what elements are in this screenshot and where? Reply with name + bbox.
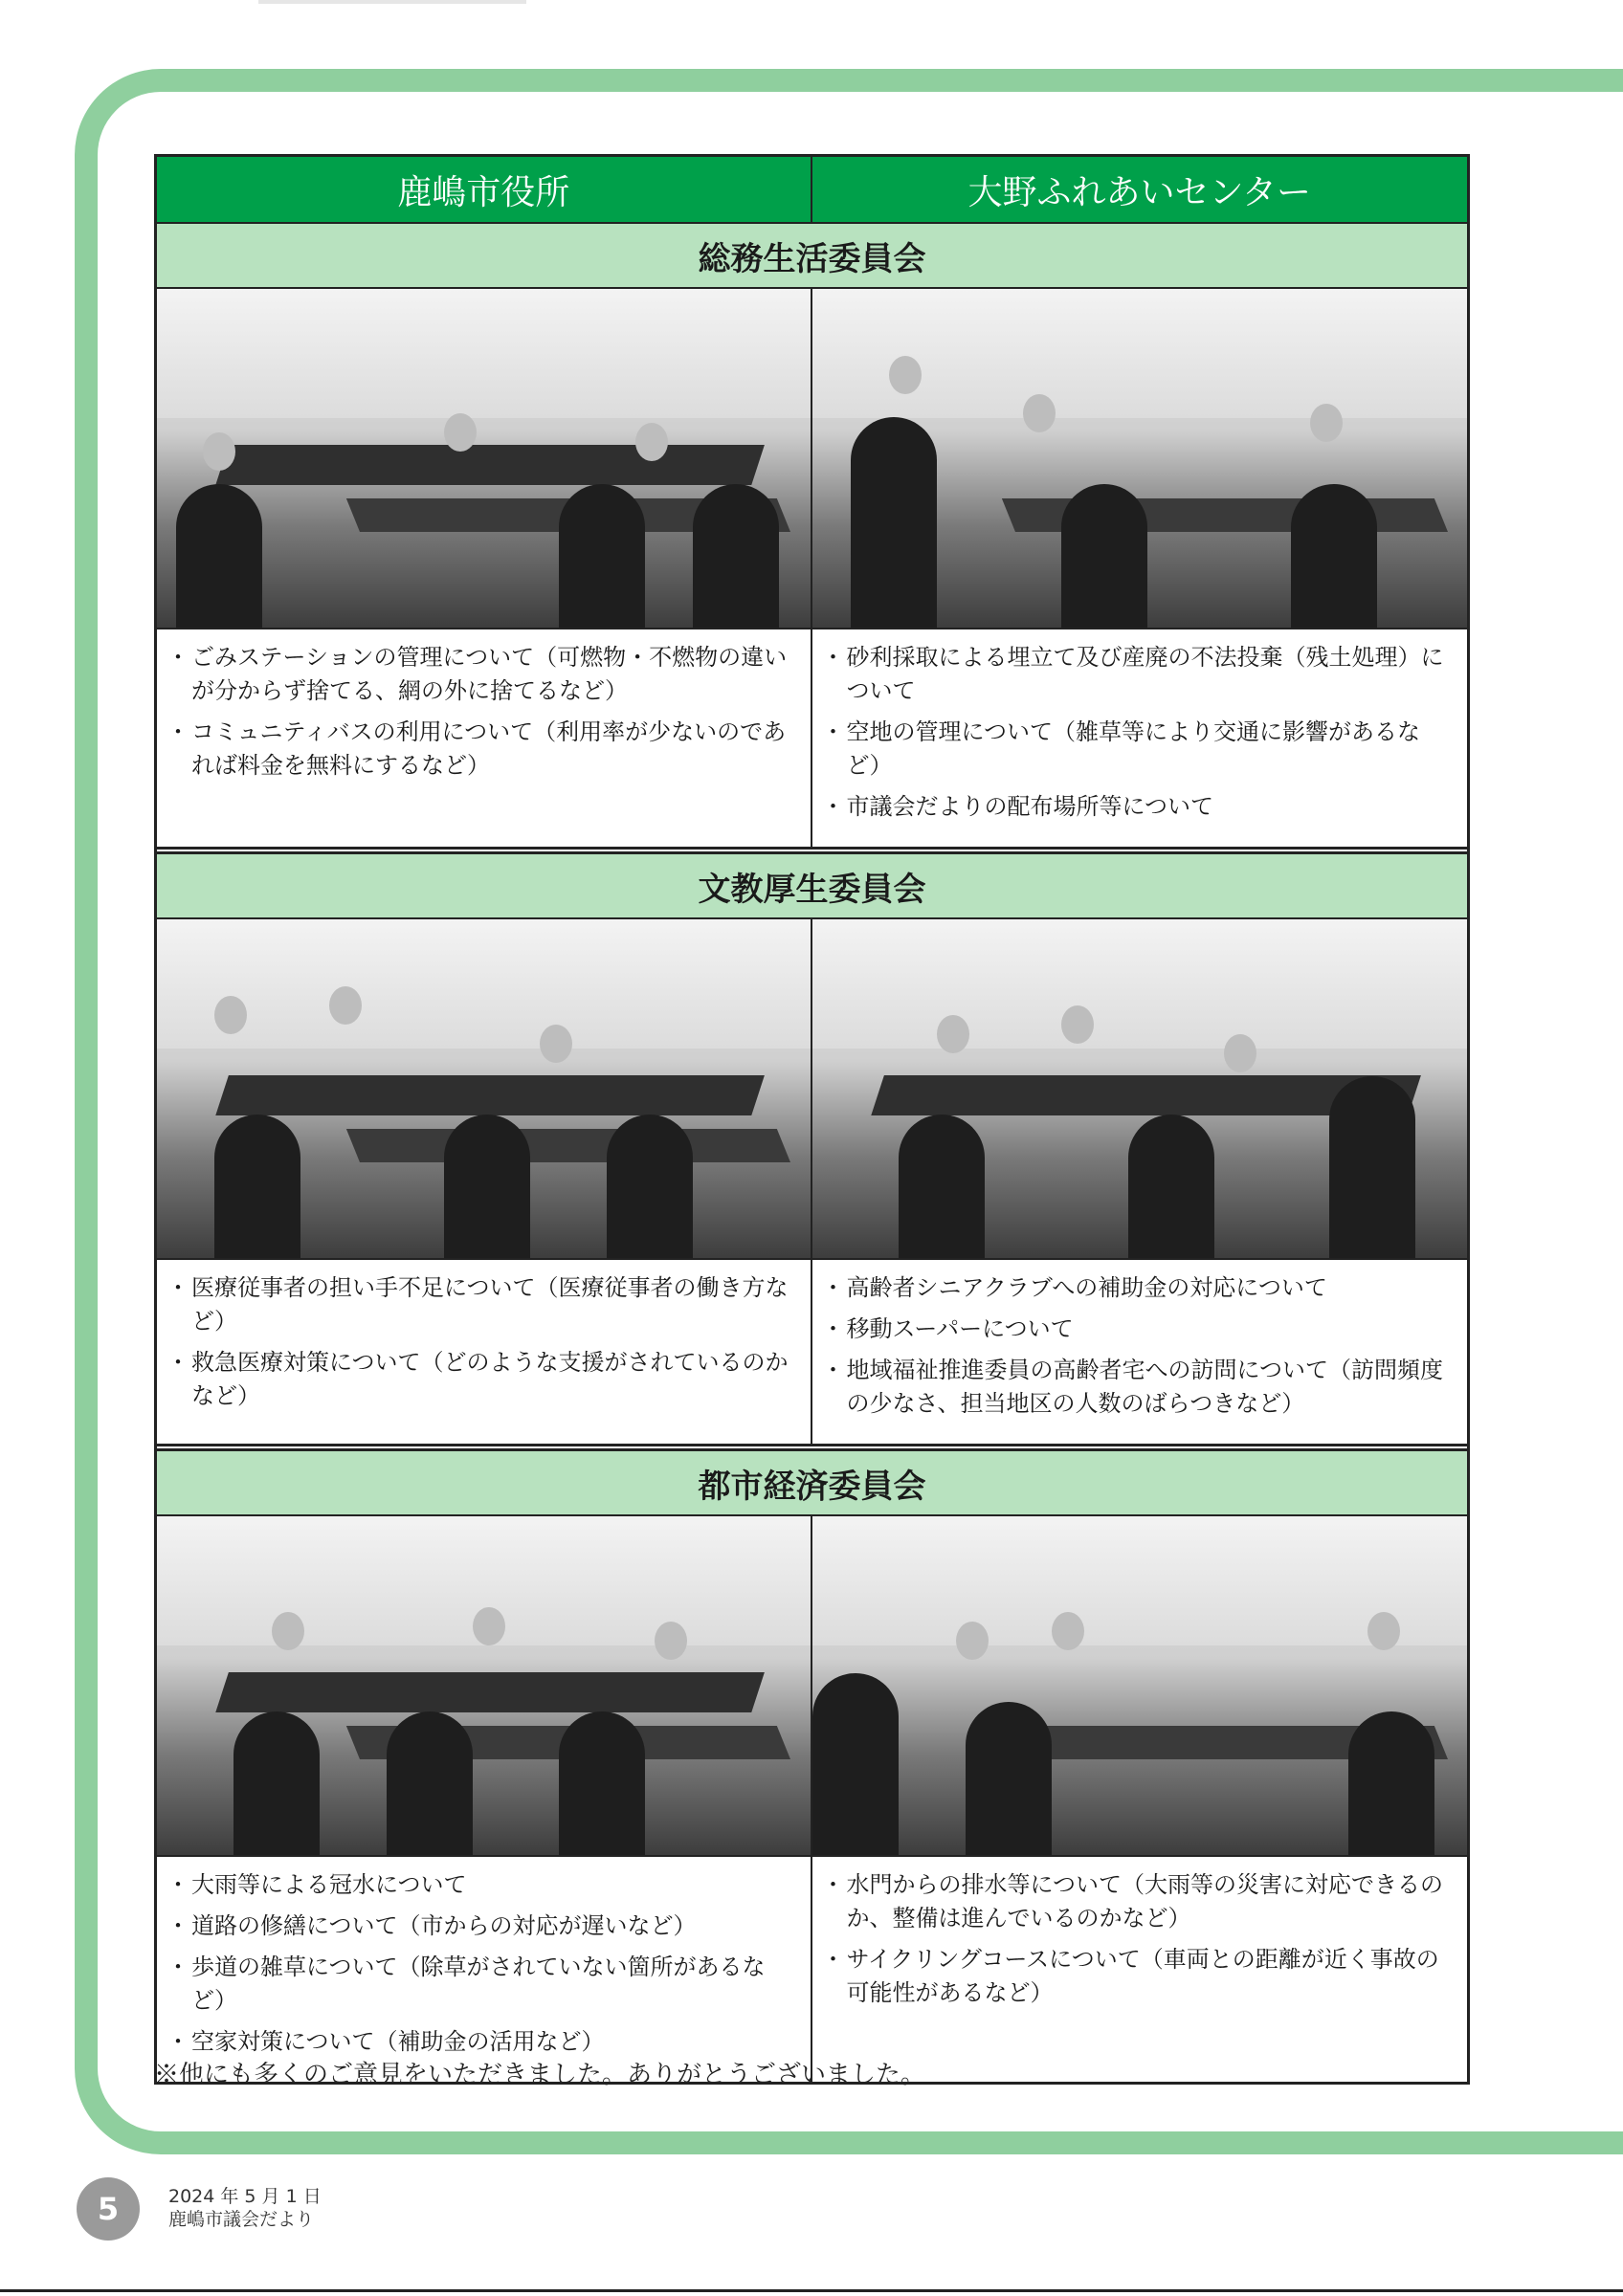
notes-toshi-keizai-ono bbox=[812, 1857, 1468, 2082]
list-item: ・ 歩道の雑草について（除草がされていない箇所があるなど） bbox=[170, 1951, 797, 2018]
meeting-photo bbox=[157, 1516, 812, 1857]
notes-somu-city-hall bbox=[157, 629, 812, 847]
issue-info bbox=[168, 2185, 322, 2231]
section-divider bbox=[157, 847, 1467, 854]
meeting-photo bbox=[157, 919, 812, 1260]
list-item: ・ 地域福祉推進委員の高齢者宅への訪問について（訪問頻度の少なさ、担当地区の人数のばらつきなど） bbox=[826, 1354, 1455, 1421]
list-item: ・ 空地の管理について（雑草等により交通に影響があるなど） bbox=[826, 716, 1455, 783]
list-item: ・ 水門からの排水等について（大雨等の災害に対応できるのか、整備は進んでいるのかなど） bbox=[826, 1868, 1455, 1935]
issue-date: 2024 年 5 月 1 日 bbox=[168, 2186, 322, 2207]
committee-title-somu: 総務生活委員会 bbox=[157, 224, 1467, 289]
top-edge-mark bbox=[258, 0, 526, 4]
list-item: ・ 高齢者シニアクラブへの補助金の対応について bbox=[826, 1271, 1455, 1305]
meeting-photo bbox=[812, 919, 1468, 1260]
list-item: ・ サイクリングコースについて（車両との距離が近く事故の可能性があるなど） bbox=[826, 1943, 1455, 2010]
list-item: ・ 砂利採取による埋立て及び産廃の不法投棄（残土処理）について bbox=[826, 641, 1455, 708]
column-header-kashima-city-hall: 鹿嶋市役所 bbox=[157, 157, 812, 224]
page-number-badge: 5 bbox=[77, 2177, 140, 2241]
list-item: ・ 道路の修繕について（市からの対応が遅いなど） bbox=[170, 1910, 797, 1943]
committee-title-toshi-keizai: 都市経済委員会 bbox=[157, 1451, 1467, 1516]
list-item: ・ 大雨等による冠水について bbox=[170, 1868, 797, 1902]
section-divider bbox=[157, 1444, 1467, 1451]
list-item: ・ 移動スーパーについて bbox=[826, 1313, 1455, 1346]
committee-table bbox=[154, 154, 1470, 2085]
list-item: ・ 市議会だよりの配布場所等について bbox=[826, 790, 1455, 824]
list-item: ・ コミュニティバスの利用について（利用率が少ないのであれば料金を無料にするなど） bbox=[170, 716, 797, 783]
notes-toshi-keizai-city-hall bbox=[157, 1857, 812, 2082]
meeting-photo bbox=[812, 1516, 1468, 1857]
list-item: ・ 空家対策について（補助金の活用など） bbox=[170, 2025, 797, 2059]
notes-bunkyo-city-hall bbox=[157, 1260, 812, 1444]
meeting-photo bbox=[157, 289, 812, 629]
footnote: ※他にも多くのご意見をいただきました。ありがとうございました。 bbox=[154, 2061, 926, 2089]
notes-somu-ono bbox=[812, 629, 1468, 847]
bottom-rule bbox=[0, 2289, 1623, 2292]
publication-name: 鹿嶋市議会だより bbox=[168, 2209, 315, 2230]
column-header-ono-fureai-center: 大野ふれあいセンター bbox=[812, 157, 1468, 224]
list-item: ・ 医療従事者の担い手不足について（医療従事者の働き方など） bbox=[170, 1271, 797, 1338]
meeting-photo bbox=[812, 289, 1468, 629]
notes-bunkyo-ono bbox=[812, 1260, 1468, 1444]
list-item: ・ 救急医療対策について（どのような支援がされているのかなど） bbox=[170, 1346, 797, 1413]
list-item: ・ ごみステーションの管理について（可燃物・不燃物の違いが分からず捨てる、網の外に捨てるなど） bbox=[170, 641, 797, 708]
committee-title-bunkyo: 文教厚生委員会 bbox=[157, 854, 1467, 919]
